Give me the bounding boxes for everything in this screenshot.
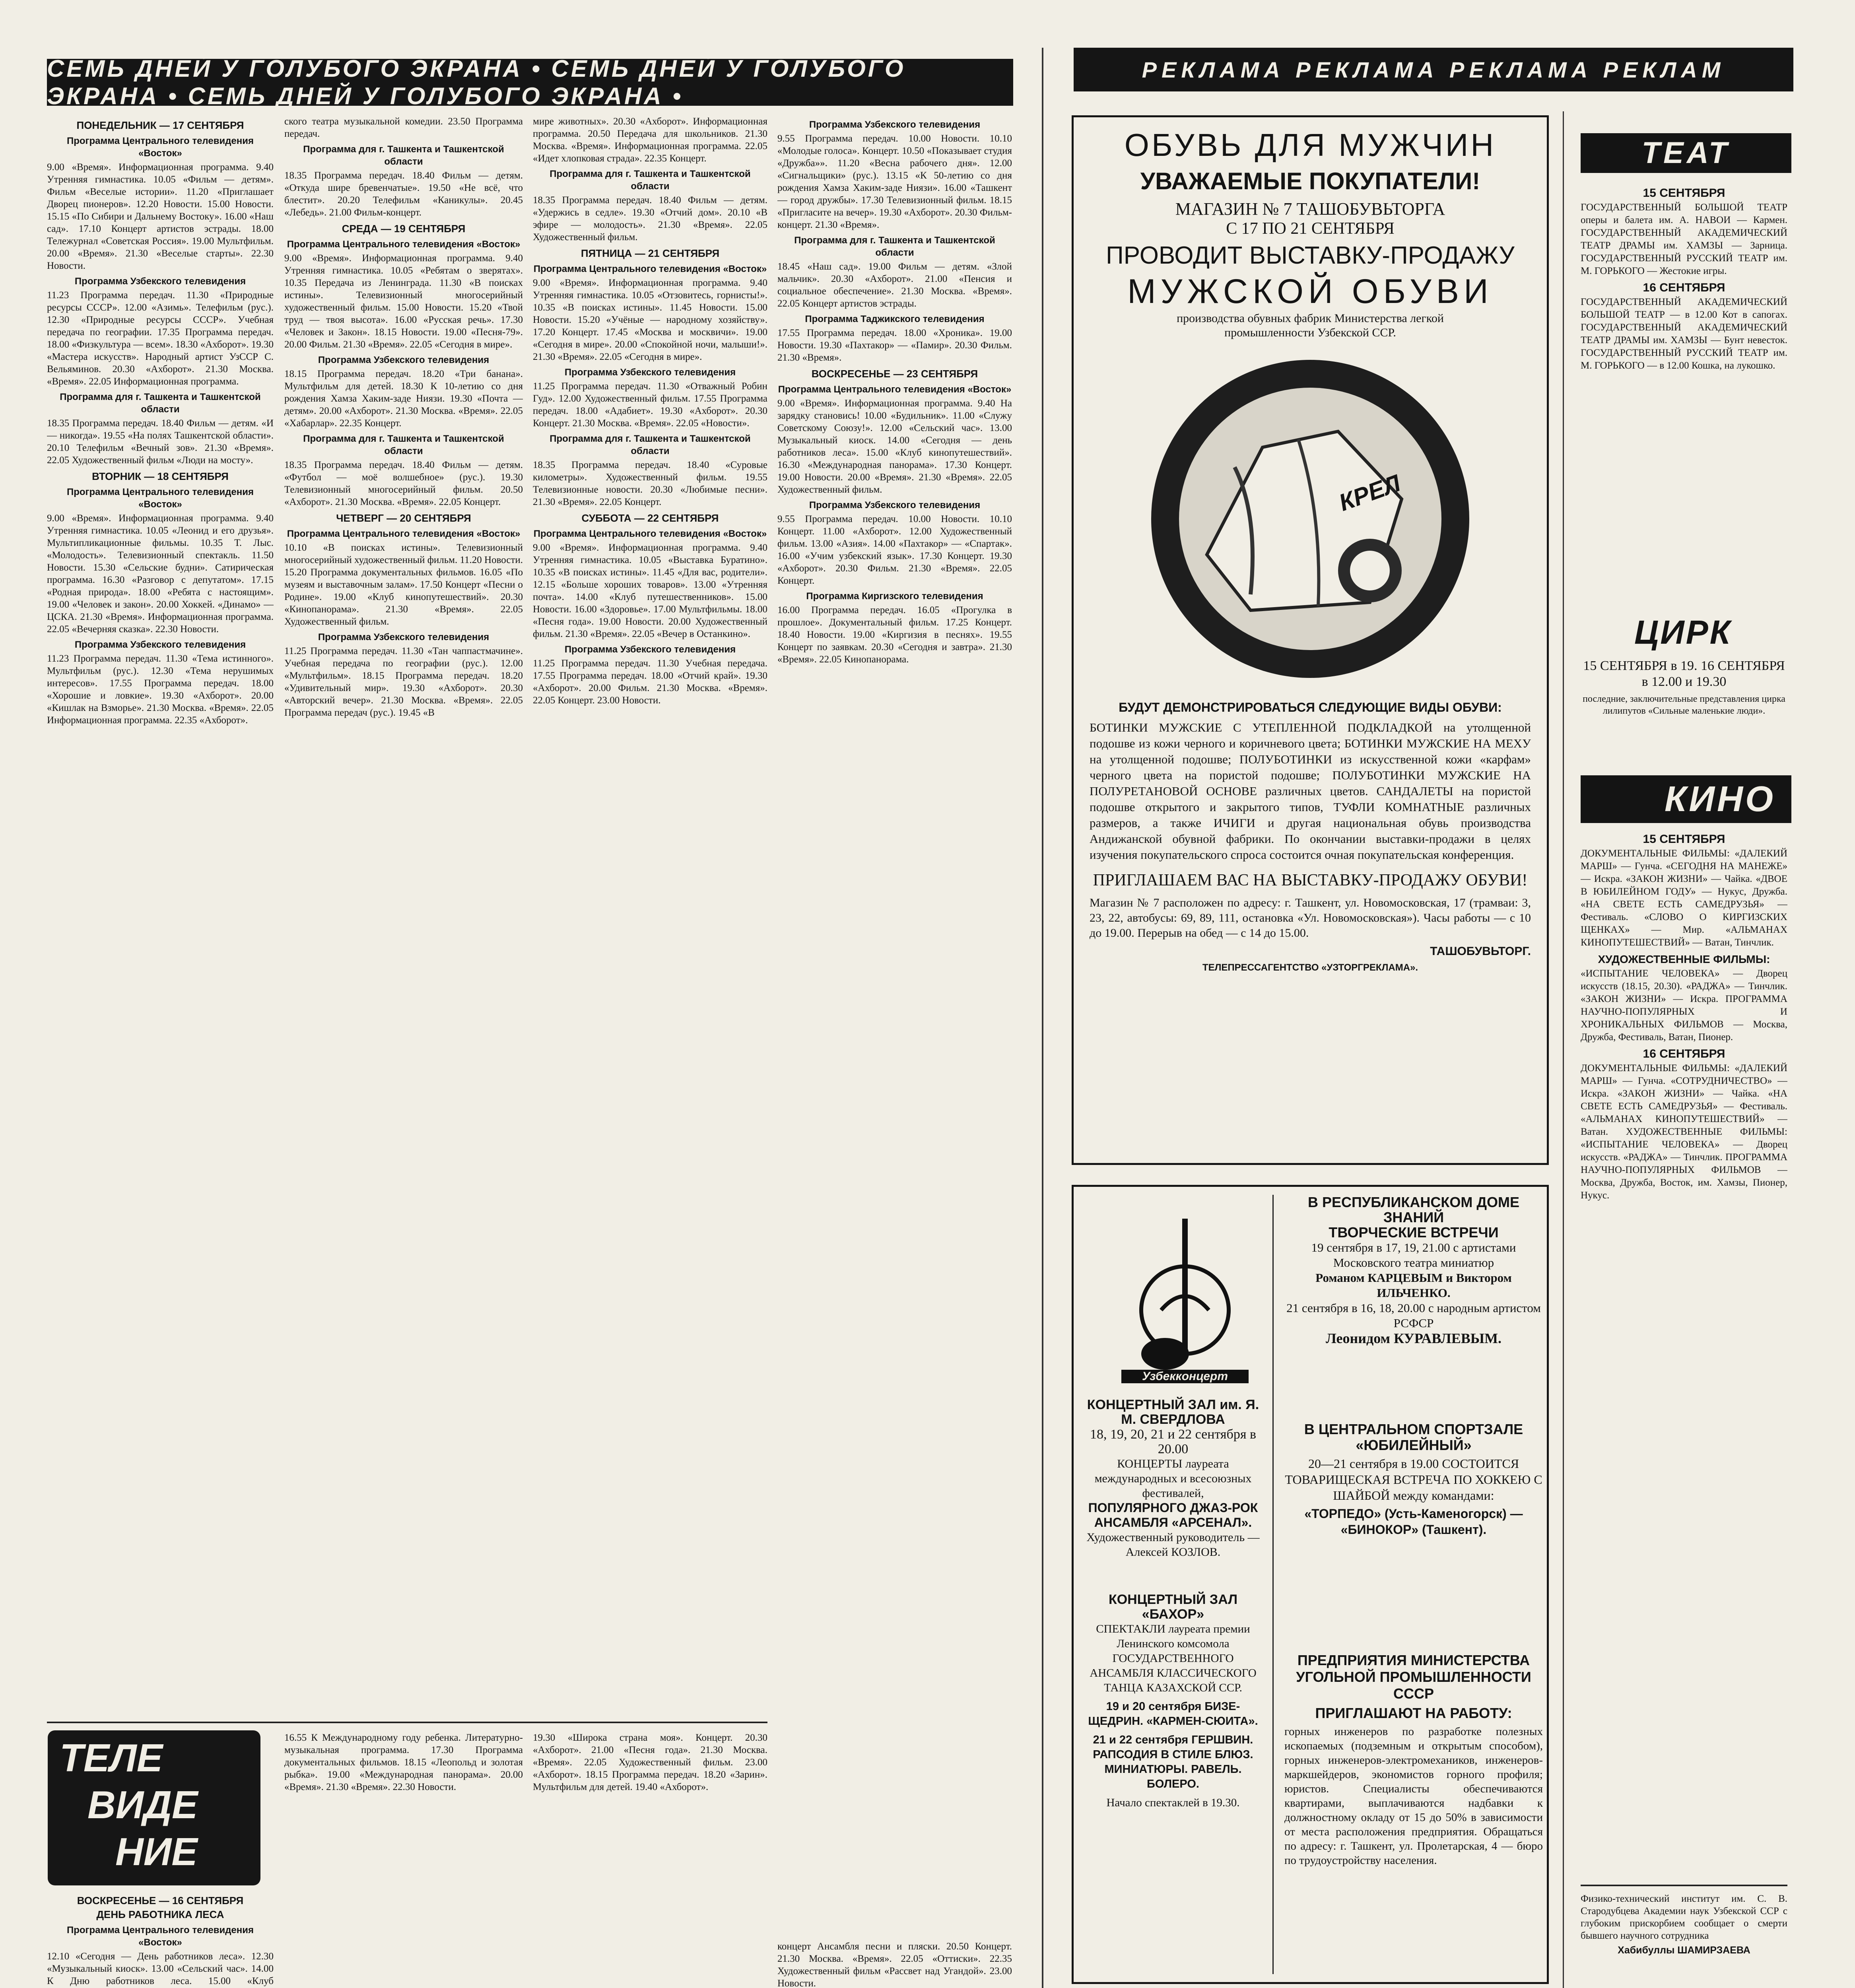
shoe-emblem-image	[1131, 348, 1489, 690]
program-text: 9.00 «Время». Информационная программа. 9.40 Утренняя гимнастика. 10.05 «Ребятам о зверятах». 10.35 Передача из Ленинграда. 11.30 «В поисках истины». Телевизионный многосерийный художественный фильм. 15.00 Новости. 15.20 «Твой труд — твоя высота». 16.00 «Русская речь». 17.30 «Человек и Закон». 18.15 Новости. 19.00 «Песня-79». 20.00 Фильм. 21.30 «Время». 22.05 «Сегодня в мире».	[284, 253, 523, 350]
hall-lead: Художественный руководитель — Алексей КОЗЛОВ.	[1086, 1531, 1260, 1559]
cinema-date-2: 16 СЕНТЯБРЯ	[1643, 1047, 1725, 1060]
cinema-text-3: ДОКУМЕНТАЛЬНЫЕ ФИЛЬМЫ: «ДАЛЕКИЙ МАРШ» — Гунча. «СОТРУДНИЧЕСТВО» — Искра. «ЗАКОН ЖИЗНИ» — Чайка. «НА СВЕТЕ ЕСТЬ САМЕДРУЗЬЯ» — Фестиваль. «АЛЬМАНАХ КИНОПУТЕШЕСТВИЙ» — Ватан. ХУДОЖЕСТВЕННЫЕ ФИЛЬМЫ: «ИСПЫТАНИЕ ЧЕЛОВЕКА» — Дворец искусств. «РАДЖА» — Тинчлик. ПРОГРАММА НАУЧНО-ПОПУЛЯРНЫХ ФИЛЬМОВ — Москва, Дружба, Восток, им. Хамзы, Пионер, Нукус.	[1581, 1063, 1787, 1201]
hall-title: КОНЦЕРТНЫЙ ЗАЛ им. Я. М. СВЕРДЛОВА	[1087, 1397, 1259, 1427]
sport-teams: «ТОРПЕДО» (Усть-Каменогорск) — «БИНОКОР» (Ташкент).	[1304, 1507, 1523, 1537]
program-text: 10.10 «В поисках истины». Телевизионный многосерийный художественный фильм. 11.20 Новости. 15.20 Программа документальных фильмов. 16.05 «По музеям и выставочным залам». 17.50 Концерт «Песни о Родине». 19.00 «Клуб кинопутешествий». 20.30 «Кинопанорама». 21.30 «Время». 22.05 Художественный фильм.	[284, 542, 523, 627]
day-heading-wednesday: СРЕДА — 19 СЕНТЯБРЯ	[342, 223, 466, 235]
day-heading-monday: ПОНЕДЕЛЬНИК — 17 СЕНТЯБРЯ	[76, 119, 244, 131]
coal-ministry	[1284, 1652, 1543, 1868]
cinema-art-heading: ХУДОЖЕСТВЕННЫЕ ФИЛЬМЫ:	[1598, 953, 1770, 965]
circus-logo	[1634, 612, 1762, 652]
divider	[1581, 1885, 1787, 1886]
hall-concerts: КОНЦЕРТЫ лауреата международных и всесоюзных фестивалей,	[1094, 1457, 1252, 1500]
column-divider	[1042, 48, 1043, 1988]
program-text: 9.00 «Время». Информационная программа. 9.40 Утренняя гимнастика. 10.05 «Выставка Буратино». 10.35 «В поисках истины». 11.45 «Для вас, родители». 12.15 «Больше хороших товаров». 13.00 «Утренняя почта». 14.00 «Клуб путешественников». 15.00 Новости. 16.00 «Здоровье». 17.00 Мультфильмы. 18.00 «Песня года». 19.00 Новости. 20.00 Художественный фильм. 21.30 «Время». 22.05 «Вечер в Останкино».	[533, 542, 767, 639]
tv-section-banner	[47, 55, 1013, 109]
program-text: 9.55 Программа передач. 10.00 Новости. 10.10 «Молодые голоса». Концерт. 10.50 «Показывает студия «Дружба»». 11.20 «Весна рабочего дня». 12.00 «Сигнальщики» (рус.). 13.15 «К 50-летию со дня рождения Хамза Хаким-заде Ниязи». 16.00 «Ташкент — город дружбы». 17.30 Телевизионный фильм. 18.15 «Пригласите на вечер». 19.30 «Ахборот». 20.30 Фильм-концерт. 21.30 «Время».	[777, 133, 1012, 230]
program-heading: Программа Центрального телевидения «Восток»	[533, 528, 767, 539]
program-text: 18.35 Программа передач. 18.40 Фильм — детям. «Удержись в седле». 19.30 «Отчий дом». 20.10 «В эфире — молодость». 21.30 «Время». 22.05 Художественный фильм.	[533, 195, 767, 243]
shoes-items: БОТИНКИ МУЖСКИЕ С УТЕПЛЕННОЙ ПОДКЛАДКОЙ на утолщенной подошве из кожи черного и коричневого цвета; БОТИНКИ МУЖСКИЕ НА МЕХУ на утолщенной подошве; ПОЛУБОТИНКИ из искусственной кожи «карфам» черного цвета на пористой подошве; ПОЛУБОТИНКИ МУЖСКИЕ НА ПОЛУРЕТАНОВОЙ ОСНОВЕ различных цветов. САНДАЛЕТЫ на пористой подошве открытого и закрытого типов, ТУФЛИ КОМНАТНЫЕ различных размеров, а также ИЧИГИ и другая национальная обувь производства Андижанской обувной фабрики. По окончании выставки-продажи в целях изучения покупательского спроса состоится очная покупательская конференция.	[1090, 720, 1531, 862]
program-text: 18.35 Программа передач. 18.40 Фильм — детям. «Откуда шире бревенчатые». 19.50 «Не всё, что блестит». 20.20 Телефильм «Каникулы». 20.45 «Лебедь». 21.00 Фильм-концерт.	[284, 170, 523, 218]
bahor-show-2: 21 и 22 сентября ГЕРШВИН. РАПСОДИЯ В СТИЛЕ БЛЮЗ. МИНИАТЮРЫ. РАВЕЛЬ. БОЛЕРО.	[1093, 1734, 1253, 1790]
mine-text: горных инженеров по разработке полезных ископаемых (подземным и открытым способом), горных инженеров-электромехаников, инженеров-маркшейдеров, экономистов горного профиля; юристов. Специалисты обеспечиваются квартирами, выплачиваются надбавки к должностному окладу от 15 до 50% в зависимости от места расположения предприятия. Обращаться по адресу: г. Ташкент, ул. Пролетарская, 4 — бюро по трудоустройству населения.	[1284, 1725, 1543, 1867]
program-heading: Программа для г. Ташкента и Ташкентской области	[550, 433, 751, 456]
cinema-listings	[1581, 829, 1787, 1867]
uzbekkoncert-logo-text: Узбекконцерт	[1121, 1370, 1249, 1383]
program-heading: Программа Узбекского телевидения	[564, 644, 736, 655]
jubilee-sports-hall	[1284, 1421, 1543, 1538]
program-heading: Программа Центрального телевидения «Восток»	[66, 136, 254, 159]
house-title: В РЕСПУБЛИКАНСКОМ ДОМЕ ЗНАНИЙ	[1308, 1194, 1519, 1225]
program-text: 9.00 «Время». Информационная программа. 9.40 Утренняя гимнастика. 10.05 «Отзовитесь, горнисты!». 10.35 «В поисках истины». 11.45 Новости. 15.00 Новости. 15.20 «Учёные — народному хозяйству». 17.20 Концерт. 17.45 «Москва и москвичи». 19.00 «Сегодня в мире». 20.00 «Спокойной ночи, малыши!». 21.30 «Время». 22.05 «Сегодня в мире».	[533, 278, 767, 362]
theatre-logo-text: ТЕАТ	[1641, 136, 1731, 170]
program-heading: Программа Узбекского телевидения	[809, 119, 981, 130]
program-heading: Программа для г. Ташкента и Ташкентской области	[60, 392, 261, 415]
program-heading: Программа Центрального телевидения «Восток»	[778, 384, 1012, 395]
theatre-listings	[1581, 183, 1787, 604]
program-text: 9.00 «Время». Информационная программа. 9.40 На зарядку становись! 10.00 «Будильник». 11.00 «Служу Советскому Союзу!». 12.00 «Сельский час». 13.00 Музыкальный киоск. 14.00 «Сегодня — день работников леса». 15.00 «Клуб кинопутешествий». 16.30 «Международная панорама». 17.30 Концерт. 19.00 Новости. 20.00 «Время». 21.30 «Время». 22.05 Художественный фильм.	[777, 398, 1012, 495]
program-text: 17.55 Программа передач. 18.00 «Хроника». 19.00 Новости. 19.30 «Пахтакор» — «Памир». 20.30 Фильм. 21.30 «Время».	[777, 328, 1012, 363]
house-text-2: 21 сентября в 16, 18, 20.00 с народным артистом РСФСР	[1286, 1301, 1541, 1330]
bahor-text: СПЕКТАКЛИ лауреата премии Ленинского комсомола ГОСУДАРСТВЕННОГО АНСАМБЛЯ КЛАССИЧЕСКОГО ТАНЦА КАЗАХСКОЙ ССР.	[1090, 1623, 1257, 1694]
shoes-shop: МАГАЗИН № 7 ТАШОБУВЬТОРГА	[1175, 199, 1445, 219]
theatre-date-2: 16 СЕНТЯБРЯ	[1643, 281, 1725, 294]
sport-title: В ЦЕНТРАЛЬНОМ СПОРТЗАЛЕ «ЮБИЛЕЙНЫЙ»	[1304, 1421, 1523, 1453]
theatre-date-1: 15 СЕНТЯБРЯ	[1643, 186, 1725, 200]
shoes-action: ПРОВОДИТ ВЫСТАВКУ-ПРОДАЖУ	[1106, 242, 1515, 269]
program-heading: Программа Узбекского телевидения	[74, 639, 246, 650]
program-text: 12.10 «Сегодня — День работников леса». 12.30 «Музыкальный киоск». 13.00 «Сельский час». 14.00 К Дню работников леса. 15.00 «Клуб	[47, 1951, 274, 1986]
tv-sunday-16-cont-2	[284, 1732, 523, 1988]
program-text: мире животных». 20.30 «Ахборот». Информационная программа. 20.50 Передача для школьников. 21.30 Москва. «Время». Информационная программа. 22.05 «Идет хлопковая страда». 22.35 Концерт.	[533, 116, 767, 164]
tv-column-3	[533, 115, 767, 1714]
shoe-illustration	[1131, 348, 1489, 690]
program-heading: Программа Центрального телевидения «Восток»	[66, 1925, 254, 1948]
day-heading-thursday: ЧЕТВЕРГ — 20 СЕНТЯБРЯ	[336, 512, 471, 524]
tv-column-4	[777, 115, 1012, 1928]
theatre-text-1: ГОСУДАРСТВЕННЫЙ БОЛЬШОЙ ТЕАТР оперы и балета им. А. НАВОИ — Кармен. ГОСУДАРСТВЕННЫЙ АКАДЕМИЧЕСКИЙ ТЕАТР ДРАМЫ им. ХАМЗЫ — Зарница. ГОСУДАРСТВЕННЫЙ РУССКИЙ ТЕАТР им. М. ГОРЬКОГО — Жестокие игры.	[1581, 202, 1787, 276]
divider	[47, 1722, 767, 1723]
program-text: 18.35 Программа передач. 18.40 «Суровые километры». Художественный фильм. 19.55 Телевизионные новости. 20.30 «Любимые песни». 21.30 «Время». 22.05 Концерт.	[533, 460, 767, 507]
program-heading: Программа Центрального телевидения «Восток»	[533, 264, 767, 274]
day-heading-tuesday: ВТОРНИК — 18 СЕНТЯБРЯ	[92, 470, 229, 482]
cinema-logo	[1581, 775, 1791, 823]
program-heading: Программа для г. Ташкента и Ташкентской области	[550, 169, 751, 192]
house-text: 19 сентября в 17, 19, 21.00 с артистами Московского театра миниатюр	[1311, 1241, 1516, 1270]
program-text: ского театра музыкальной комедии. 23.50 Программа передач.	[284, 116, 523, 139]
shoes-greeting: УВАЖАЕМЫЕ ПОКУПАТЕЛИ!	[1140, 168, 1480, 194]
cinema-date-1: 15 СЕНТЯБРЯ	[1643, 833, 1725, 846]
shoes-brand: КРЕЛ	[1335, 469, 1404, 516]
condolence-text: Физико-технический институт им. С. В. Стародубцева Академии наук Узбекской ССР с глубоким прискорбием сообщает о смерти бывшего научного сотрудника	[1581, 1893, 1787, 1941]
televidenie-logo	[48, 1730, 260, 1885]
program-text: 11.25 Программа передач. 11.30 «Тан чаппастмачине». Учебная передача по географии (рус.). 12.00 «Мультфильм». 18.15 Программа передач. 18.20 «Удивительный мир». 19.30 «Ахборот». 20.30 «Авторский вечер». 21.30 Москва. «Время». 22.05 Программа передач (рус.). 19.45 «В	[284, 646, 523, 718]
program-heading: Программа Узбекского телевидения	[809, 500, 981, 511]
bahor-show-1: 19 и 20 сентября БИЗЕ-ЩЕДРИН. «КАРМЕН-СЮИТА».	[1088, 1700, 1258, 1728]
shoes-invite: ПРИГЛАШАЕМ ВАС НА ВЫСТАВКУ-ПРОДАЖУ ОБУВИ!	[1093, 871, 1528, 889]
shoes-agency: ТЕЛЕПРЕССАГЕНТСТВО «УЗТОРГРЕКЛАМА».	[1202, 962, 1418, 973]
program-heading: Программа Таджикского телевидения	[805, 314, 985, 324]
program-heading: Программа Узбекского телевидения	[74, 276, 246, 287]
shoes-subject: МУЖСКОЙ ОБУВИ	[1127, 272, 1493, 311]
program-heading: Программа Центрального телевидения «Восток»	[287, 528, 521, 539]
program-text: 16.55 К Международному году ребенка. Литературно-музыкальная программа. 17.30 Программа документальных фильмов. 18.15 «Леопольд и золотая рыбка». 19.00 «Международная панорама». 20.00 «Время». 21.30 «Время». 22.30 Новости.	[284, 1732, 523, 1792]
program-heading: Программа Узбекского телевидения	[564, 367, 736, 378]
circus-logo-text: ЦИРК	[1634, 613, 1732, 651]
shoes-demo-heading: БУДУТ ДЕМОНСТРИРОВАТЬСЯ СЛЕДУЮЩИЕ ВИДЫ ОБУВИ:	[1119, 700, 1502, 714]
tv-column-1	[47, 115, 274, 1694]
day-heading-sunday: ВОСКРЕСЕНЬЕ — 23 СЕНТЯБРЯ	[811, 368, 978, 380]
divider	[1272, 1195, 1274, 1974]
sverdlov-hall	[1082, 1398, 1265, 1559]
cinema-text-2: «ИСПЫТАНИЕ ЧЕЛОВЕКА» — Дворец искусств (18.15, 20.30). «РАДЖА» — Тинчлик. «ЗАКОН ЖИЗНИ» — Искра. ПРОГРАММА НАУЧНО-ПОПУЛЯРНЫХ И ХРОНИКАЛЬНЫХ ФИЛЬМОВ — Москва, Дружба, Фестиваль, Ватан, Пионер.	[1581, 968, 1787, 1043]
program-heading: Программа Узбекского телевидения	[318, 632, 489, 643]
program-text: 18.45 «Наш сад». 19.00 Фильм — детям. «Злой мальчик». 20.30 «Ахборот». 21.00 «Пенсия и социальное обеспечение». 21.30 Москва. «Время». 22.05 Концерт артистов эстрады.	[777, 261, 1012, 309]
program-text: 9.55 Программа передач. 10.00 Новости. 10.10 Концерт. 11.00 «Ахборот». 12.00 Художественный фильм. 13.00 «Азия». 14.00 «Пахтакор» — «Спартак». 16.00 «Учим узбекский язык». 17.30 Концерт. 19.30 «Ахборот». 20.30 Фильм. 21.30 «Время». 22.05 Концерт.	[777, 514, 1012, 586]
tv-sunday-16-cont-3	[533, 1732, 767, 1988]
condolence-name: Хабибуллы ШАМИРЗАЕВА	[1618, 1945, 1750, 1956]
bahor-time: Начало спектаклей в 19.30.	[1106, 1796, 1240, 1809]
mine-invite: ПРИГЛАШАЮТ НА РАБОТУ:	[1315, 1705, 1512, 1721]
circus-listing	[1581, 658, 1787, 761]
tv-sunday-16	[47, 1891, 274, 1988]
house-of-knowledge	[1284, 1195, 1543, 1346]
program-heading: Программа Узбекского телевидения	[318, 355, 489, 365]
day-heading-saturday: СУББОТА — 22 СЕНТЯБРЯ	[581, 512, 719, 524]
music-note-icon	[1121, 1211, 1249, 1386]
program-heading: Программа Центрального телевидения «Восток»	[287, 239, 521, 250]
condolence-1	[1581, 1893, 1787, 1988]
program-text: концерт Ансамбля песни и пляски. 20.50 Концерт. 21.30 Москва. «Время». 22.05 «Оттиски». 22.35 Художественный фильм «Рассвет над Угандой». 23.00 Новости.	[777, 1941, 1012, 1988]
ads-section-banner	[1074, 48, 1793, 91]
tv-sunday-16-cont-4	[777, 1940, 1012, 1988]
logo-line: НИЕ	[115, 1830, 198, 1873]
cinema-logo-text: КИНО	[1664, 779, 1775, 819]
program-text: 9.00 «Время». Информационная программа. 9.40 Утренняя гимнастика. 10.05 «Фильм — детям». Фильм «Веселые истории». 11.20 «Приглашает Дворец пионеров». 12.20 Новости. 15.00 Новости. 15.15 «По Сибири и Дальнему Востоку». 16.00 «Наш сад». 17.10 Концерт артистов эстрады. 18.00 Тележурнал «Советская Россия». 19.00 Мультфильм. 20.00 «Время». 21.30 «Веселые старты». 22.30 Новости.	[47, 162, 274, 271]
shoes-title: ОБУВЬ ДЛЯ МУЖЧИН	[1124, 127, 1496, 163]
logo-line: ТЕЛЕ	[60, 1736, 163, 1780]
program-text: 18.35 Программа передач. 18.40 Фильм — детям. «Футбол — моё волшебное» (рус.). 19.30 Телевизионный многосерийный фильм. 20.50 «Ахборот». 21.30 Москва. «Время». 22.05 Концерт.	[284, 460, 523, 507]
shoes-ad	[1072, 115, 1549, 1165]
tv-banner-text: СЕМЬ ДНЕЙ У ГОЛУБОГО ЭКРАНА • СЕМЬ ДНЕЙ У ГОЛУБОГО ЭКРАНА • СЕМЬ ДНЕЙ У ГОЛУБОГО ЭКРАНА •	[47, 55, 906, 109]
hall-group: ПОПУЛЯРНОГО ДЖАЗ-РОК АНСАМБЛЯ «АРСЕНАЛ».	[1088, 1501, 1258, 1530]
day-subheading: ДЕНЬ РАБОТНИКА ЛЕСА	[96, 1908, 224, 1920]
mine-title: ПРЕДПРИЯТИЯ МИНИСТЕРСТВА УГОЛЬНОЙ ПРОМЫШЛЕННОСТИ СССР	[1296, 1652, 1531, 1702]
program-text: 9.00 «Время». Информационная программа. 9.40 Утренняя гимнастика. 10.05 «Леонид и его друзья». Мультипликационные фильмы. 10.35 Т. Лыс. «Молодость». Телевизионный спектакль. 11.50 Новости. 15.30 «Сельские будни». Сатирическая программа. 16.30 «Разговор с депутатом». 17.15 «Родная природа». 18.00 «Ребята с настоящим». 19.00 «Человек и закон». 20.00 Хоккей. «Динамо» — ЦСКА. 21.30 «Время». Информационная программа. 22.05 «Вечерняя сказка». 22.30 Новости.	[47, 513, 274, 635]
ads-banner-text: РЕКЛАМА РЕКЛАМА РЕКЛАМА РЕКЛАМ	[1142, 57, 1725, 82]
program-heading: Программа для г. Ташкента и Ташкентской области	[303, 433, 504, 456]
program-text: 18.15 Программа передач. 18.20 «Три банана». Мультфильм для детей. 18.30 К 10-летию со дня рождения Хамза Хаким-заде Ниязи. 19.30 «Почта — детям». 20.00 «Ахборот». 21.30 Москва. «Время». 22.05 «Хабарлар». 22.35 Концерт.	[284, 369, 523, 429]
program-text: 11.25 Программа передач. 11.30 Учебная передача. 17.55 Программа передач. 18.00 «Отчий край». 19.30 «Ахборот». 20.00 Фильм. 21.30 Москва. «Время». 22.05 Концерт. 23.00 Новости.	[533, 658, 767, 706]
program-text: 11.23 Программа передач. 11.30 «Природные ресурсы СССР». 12.00 «Азимь». Телефильм (рус.). 12.30 «Природные ресурсы СССР». Учебная передача по географии. 17.35 Программа передач. 18.00 «Физкультура — всем». 18.30 «Ахборот». 19.30 «Мастера искусств». Народный артист УзССР С. Вельяминов. 20.30 «Ахборот». 21.30 Москва. «Время». 22.05 Информационная программа.	[47, 290, 274, 387]
sport-text: 20—21 сентября в 19.00 СОСТОИТСЯ ТОВАРИЩЕСКАЯ ВСТРЕЧА ПО ХОККЕЮ С ШАЙБОЙ между командами:	[1285, 1456, 1542, 1503]
day-heading-friday: ПЯТНИЦА — 21 СЕНТЯБРЯ	[581, 247, 720, 259]
day-heading-sunday-16: ВОСКРЕСЕНЬЕ — 16 СЕНТЯБРЯ	[77, 1895, 244, 1906]
shoes-producer: производства обувных фабрик Министерства легкой промышленности Узбекской ССР.	[1177, 312, 1444, 339]
theatre-text-2: ГОСУДАРСТВЕННЫЙ АКАДЕМИЧЕСКИЙ БОЛЬШОЙ ТЕАТР — в 12.00 Кот в сапогах. ГОСУДАРСТВЕННЫЙ АКАДЕМИЧЕСКИЙ ТЕАТР ДРАМЫ им. ХАМЗЫ — Бунт невесток. ГОСУДАРСТВЕННЫЙ РУССКИЙ ТЕАТР им. М. ГОРЬКОГО — в 12.00 Кошка, на лукошко.	[1581, 297, 1787, 371]
uzbekkoncert-logo	[1121, 1211, 1249, 1386]
column-divider	[1563, 111, 1564, 1988]
shoes-dates: С 17 ПО 21 СЕНТЯБРЯ	[1226, 219, 1395, 238]
program-heading: Программа Киргизского телевидения	[806, 591, 983, 602]
house-name-2: Леонидом КУРАВЛЕВЫМ.	[1325, 1330, 1502, 1346]
shoes-sign: ТАШОБУВЬТОРГ.	[1430, 945, 1531, 958]
uzbekkoncert-ad	[1072, 1185, 1549, 1984]
logo-line: ВИДЕ	[87, 1783, 198, 1827]
program-heading: Программа для г. Ташкента и Ташкентской области	[303, 144, 504, 167]
circus-sub: последние, заключительные представления цирка лилипутов «Сильные маленькие люди».	[1583, 694, 1785, 716]
house-subtitle: ТВОРЧЕСКИЕ ВСТРЕЧИ	[1329, 1224, 1499, 1241]
program-text: 19.30 «Широка страна моя». Концерт. 20.30 «Ахборот». 21.00 «Песня года». 21.30 Москва. «Время». 22.05 Художественный фильм. 23.00 «Ахборот». 18.15 Программа передач. 18.20 «Зарин». Мультфильм для детей. 19.40 «Ахборот».	[533, 1732, 767, 1792]
tv-column-2	[284, 115, 523, 1714]
bahor-hall	[1082, 1592, 1265, 1810]
shoes-address: Магазин № 7 расположен по адресу: г. Ташкент, ул. Новомосковская, 17 (трамваи: 3, 23, 22, автобусы: 69, 89, 111, остановка «Ул. Новомосковская»). Часы работы — с 10 до 19.00. Перерыв на обед — с 14 до 15.00.	[1090, 896, 1531, 940]
house-names: Романом КАРЦЕВЫМ и Виктором ИЛЬЧЕНКО.	[1315, 1271, 1512, 1300]
circus-dates: 15 СЕНТЯБРЯ в 19. 16 СЕНТЯБРЯ в 12.00 и 19.30	[1583, 658, 1785, 689]
bahor-title: КОНЦЕРТНЫЙ ЗАЛ «БАХОР»	[1108, 1592, 1238, 1622]
program-heading: Программа Центрального телевидения «Восток»	[66, 487, 254, 510]
program-text: 18.35 Программа передач. 18.40 Фильм — детям. «И — никогда». 19.55 «На полях Ташкентской области». 20.10 Телефильм «Вечный зов». 21.30 «Время». 22.05 Художественный фильм «Люди на мосту».	[47, 418, 274, 466]
program-heading: Программа для г. Ташкента и Ташкентской области	[794, 235, 995, 258]
program-text: 16.00 Программа передач. 16.05 «Прогулка в прошлое». Документальный фильм. 17.25 Концерт. 18.40 Новости. 19.00 «Киргизия в песнях». 19.55 Концерт по заявкам. 20.30 «Сегодня и завтра». 21.30 «Время». 22.05 Кинопанорама.	[777, 605, 1012, 665]
theatre-logo	[1581, 133, 1791, 173]
program-text: 11.23 Программа передач. 11.30 «Тема истинного». Мультфильм (рус.). 12.30 «Тема нерушимых интересов». 17.55 Программа передач. 18.00 «Хорошие и ловкие». 19.30 «Ахборот». 20.00 «Кишлак на Взморье». 21.30 Москва. «Время». 22.05 Информационная программа. 22.35 «Ахборот».	[47, 653, 274, 726]
program-text: 11.25 Программа передач. 11.30 «Отважный Робин Гуд». 12.00 Художественный фильм. 17.55 Программа передач. 18.00 «Адабиет». 19.30 «Ахборот». 20.30 Концерт. 21.30 Москва. «Время». 22.05 «Новости».	[533, 381, 767, 429]
hall-dates: 18, 19, 20, 21 и 22 сентября в 20.00	[1090, 1427, 1257, 1456]
cinema-text-1: ДОКУМЕНТАЛЬНЫЕ ФИЛЬМЫ: «ДАЛЕКИЙ МАРШ» — Гунча. «СЕГОДНЯ НА МАНЕЖЕ» — Искра. «ЗАКОН ЖИЗНИ» — Чайка. «ДВОЕ В ЮБИЛЕЙНОМ ГОДУ» — Нукус, Дружба. «НА СВЕТЕ ЕСТЬ САМЕДРУЗЬЯ» — Фестиваль. «СЛОВО О КИРГИЗСКИХ ЩЕНКАХ» — Мир. «АЛЬМАНАХ КИНОПУТЕШЕСТВИЙ» — Ватан, Тинчлик.	[1581, 848, 1787, 948]
